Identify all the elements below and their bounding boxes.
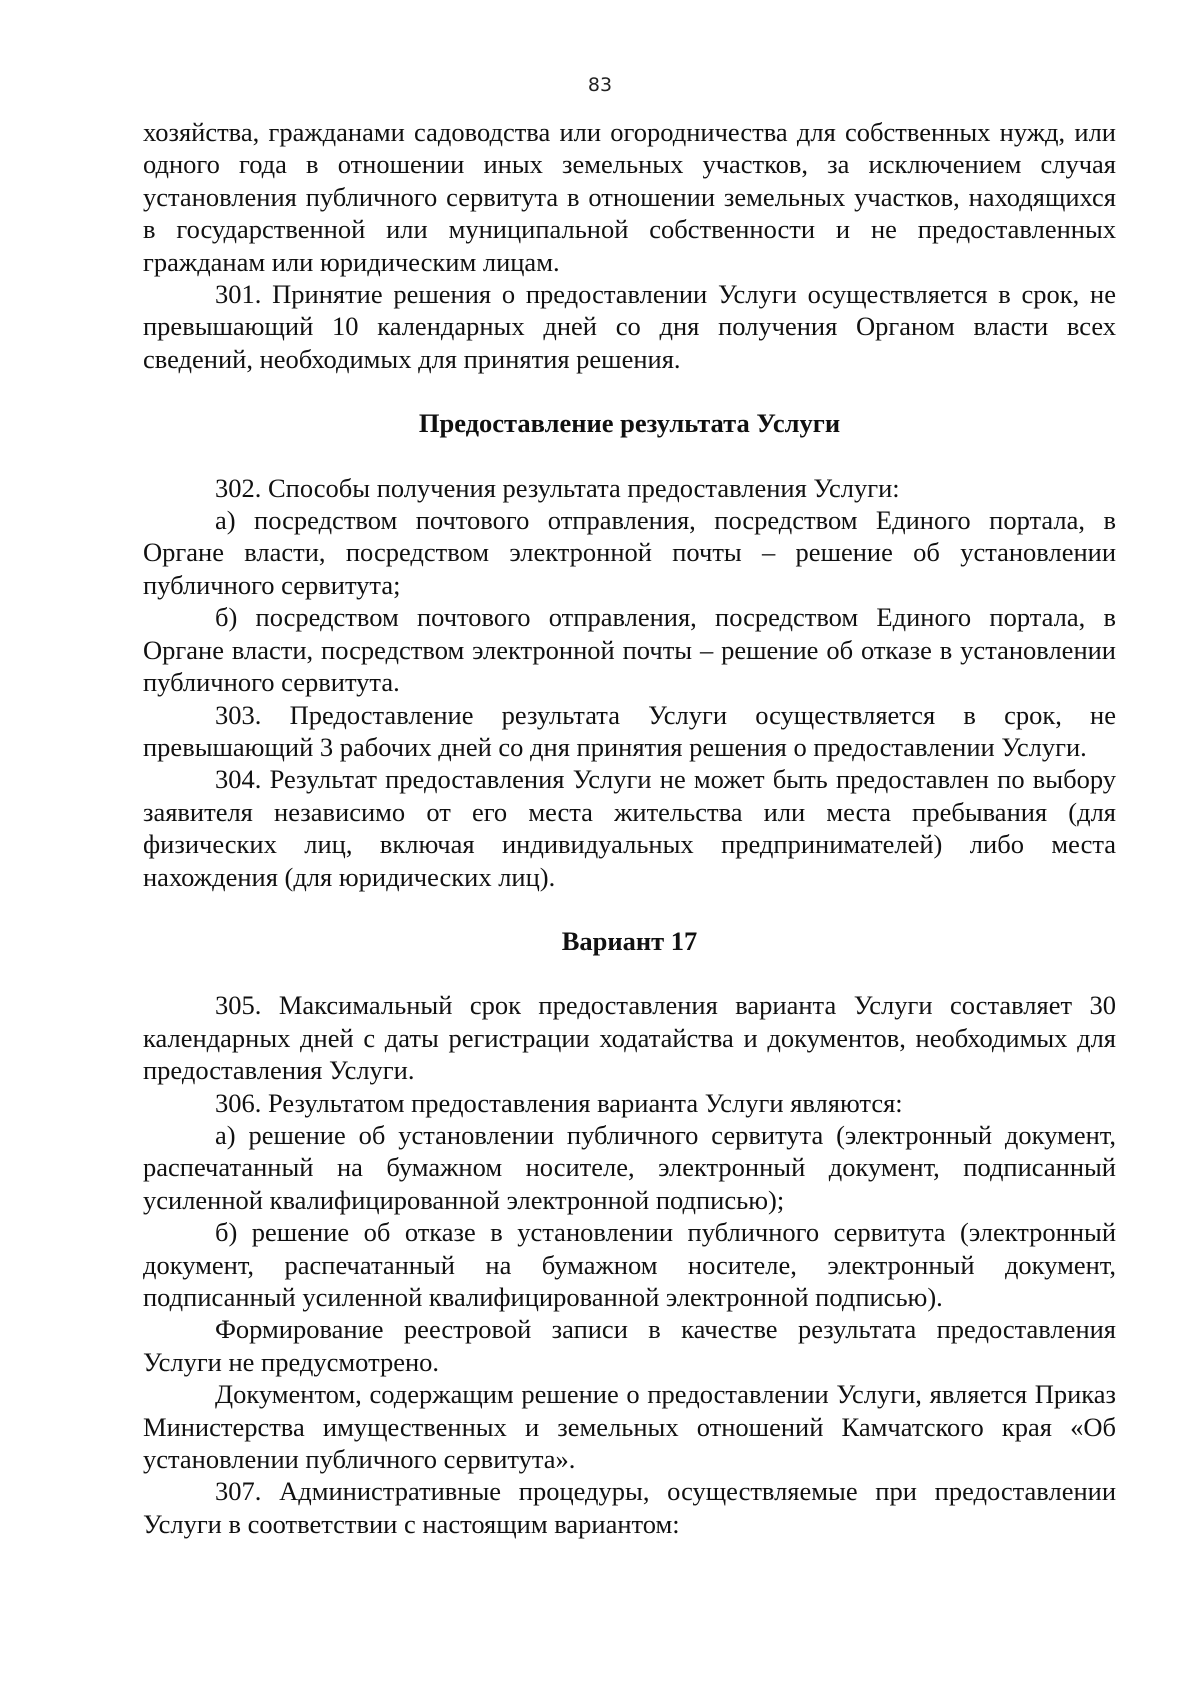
paragraph-306: 306. Результатом предоставления варианта Услуги являются: — [215, 1087, 903, 1118]
paragraph-301: 301. Принятие решения о предоставлении Услуги осуществляется в срок, не превышающий 10 календарных дней со дня получения Органом власти всех сведений, необходимых для принятия решения. — [143, 279, 1116, 374]
document-body — [143, 116, 1116, 1540]
paragraph-307: 307. Административные процедуры, осуществляемые при предоставлении Услуги в соответствии с настоящим вариантом: — [143, 1476, 1116, 1539]
paragraph-decision-document: Документом, содержащим решение о предоставлении Услуги, является Приказ Министерства имущественных и земельных отношений Камчатского края «Об установлении публичного сервитута». — [143, 1379, 1116, 1475]
paragraph-305: 305. Максимальный срок предоставления варианта Услуги составляет 30 календарных дней с даты регистрации ходатайства и документов, необходимых для предоставления Услуги. — [143, 990, 1116, 1086]
paragraph-306-b: б) решение об отказе в установлении публичного сервитута (электронный документ, распечатанный на бумажном носителе, электронный документ, подписанный усиленной квалифицированной электронной подписью). — [143, 1217, 1116, 1312]
paragraph-302: 302. Способы получения результата предоставления Услуги: — [215, 472, 900, 503]
page-number: 83 — [587, 74, 613, 96]
paragraph-registry-note: Формирование реестровой записи в качестве результата предоставления Услуги не предусмотрено. — [143, 1314, 1116, 1377]
paragraph-302-a: а) посредством почтового отправления, посредством Единого портала, в Органе власти, посредством электронной почты – решение об установлении публичного сервитута; — [143, 505, 1116, 600]
paragraph-304: 304. Результат предоставления Услуги не может быть предоставлен по выбору заявителя независимо от его места жительства или места пребывания (для физических лиц, включая индивидуальных предпринимателей) либо места нахождения (для юридических лиц). — [143, 764, 1116, 892]
paragraph-303: 303. Предоставление результата Услуги осуществляется в срок, не превышающий 3 рабочих дней со дня принятия решения о предоставлении Услуги. — [143, 699, 1116, 762]
paragraph: хозяйства, гражданами садоводства или огородничества для собственных нужд, или одного года в отношении иных земельных участков, за исключением случая установления публичного сервитута в отношении земельных участков, находящихся в государственной или муниципальной собственности и не предоставленных гражданам или юридическим лицам. — [143, 117, 1116, 277]
paragraph-306-a: а) решение об установлении публичного сервитута (электронный документ, распечатанный на бумажном носителе, электронный документ, подписанный усиленной квалифицированной электронной подписью); — [143, 1119, 1116, 1215]
section-title-result: Предоставление результата Услуги — [418, 408, 841, 439]
paragraph-302-b: б) посредством почтового отправления, посредством Единого портала, в Органе власти, посредством электронной почты – решение об отказе в установлении публичного сервитута. — [143, 602, 1116, 698]
section-title-variant: Вариант 17 — [561, 925, 698, 956]
